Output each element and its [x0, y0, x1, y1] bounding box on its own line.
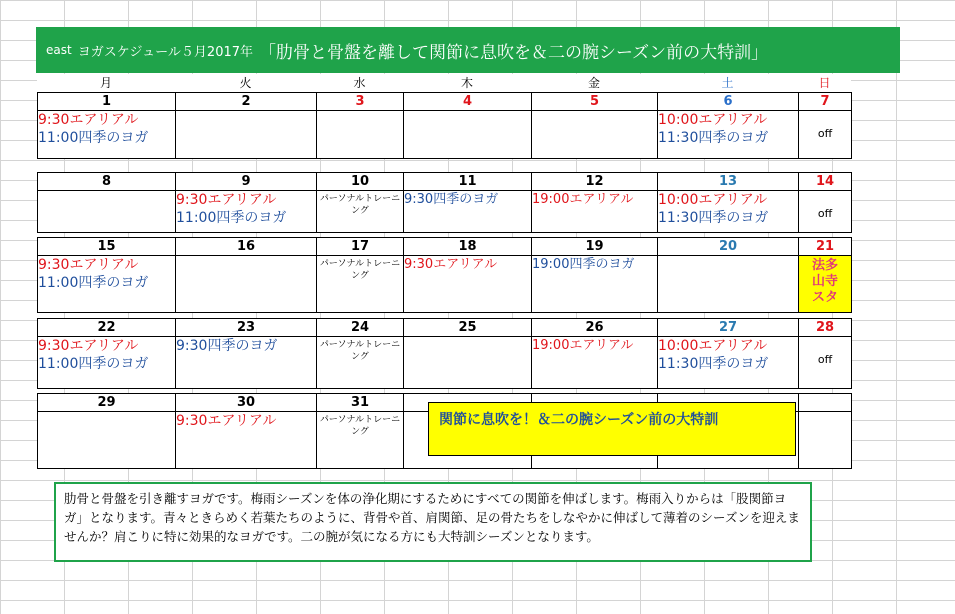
day-cell[interactable] [316, 336, 404, 389]
weekday-header-6: 日 [798, 74, 851, 92]
day-number: 4 [403, 92, 532, 111]
day-number: 17 [316, 237, 404, 256]
day-number: 9 [175, 172, 317, 191]
event-entry-yoga: 11:00四季のヨガ [38, 356, 149, 372]
special-notice-text: 関節に息吹を！＆二の腕シーズン前の大特訓 [439, 412, 719, 428]
day-cell[interactable] [798, 411, 852, 469]
day-number: 21 [798, 237, 852, 256]
day-cell[interactable] [403, 336, 532, 389]
day-number: 22 [37, 318, 176, 337]
event-entry-yoga: 11:00四季のヨガ [176, 210, 287, 226]
day-cell[interactable] [175, 110, 317, 159]
day-cell[interactable] [37, 255, 176, 313]
day-cell[interactable] [175, 411, 317, 469]
day-cell[interactable] [403, 255, 532, 313]
event-entry-aerial: 10:00エアリアル [658, 192, 768, 208]
day-number: 16 [175, 237, 317, 256]
day-cell[interactable] [37, 336, 176, 389]
event-entry-personal-training: パーソナルトレーニング [319, 194, 401, 216]
day-cell[interactable] [37, 110, 176, 159]
event-entry-aerial: 9:30エアリアル [38, 257, 139, 273]
day-off-label: off [817, 127, 833, 140]
day-off-label: off [817, 207, 833, 220]
day-cell[interactable] [657, 190, 799, 233]
day-cell[interactable] [316, 255, 404, 313]
day-number: 25 [403, 318, 532, 337]
day-cell[interactable] [403, 190, 532, 233]
day-cell[interactable] [798, 255, 852, 313]
weekday-header-5: 土 [657, 74, 798, 92]
day-cell[interactable] [175, 336, 317, 389]
event-entry-yoga: 11:30四季のヨガ [658, 130, 769, 146]
day-cell[interactable] [37, 190, 176, 233]
event-entry-aerial: 10:00エアリアル [658, 338, 768, 354]
day-cell[interactable] [798, 110, 852, 159]
title-banner [36, 27, 900, 73]
event-entry-aerial: 10:00エアリアル [658, 112, 768, 128]
day-cell[interactable] [657, 336, 799, 389]
banner-title: ヨガスケジュール５月2017年 [77, 44, 254, 60]
event-entry-aerial: 19:00エアリアル [532, 338, 634, 353]
description-text: 肋骨と骨盤を引き離すヨガです。梅雨シーズンを体の浄化期にするためにすべての関節を伸ばします。梅雨入りからは「股関節ヨガ」となります。青々ときらめく若葉たちのように、背骨や首、肩関節、足の骨たちをしなやかに伸ばして薄着のシーズンを迎えませんか？肩こりに特に効果的なヨガです。二の腕が気になる方にも大特訓シーズンとなります。 [64, 491, 800, 544]
day-number: 1 [37, 92, 176, 111]
day-cell[interactable] [531, 336, 658, 389]
day-cell[interactable] [175, 255, 317, 313]
day-number: 2 [175, 92, 317, 111]
day-number: 10 [316, 172, 404, 191]
event-entry-personal-training: パーソナルトレーニング [319, 340, 401, 362]
event-entry-yoga: 11:00四季のヨガ [38, 275, 149, 291]
day-cell[interactable] [175, 190, 317, 233]
weekday-header-1: 火 [175, 74, 316, 92]
day-number: 31 [316, 393, 404, 412]
day-cell[interactable] [531, 110, 658, 159]
day-number: 13 [657, 172, 799, 191]
event-entry-yoga: 19:00四季のヨガ [532, 257, 635, 272]
event-entry-yoga: 11:30四季のヨガ [658, 210, 769, 226]
day-cell[interactable] [657, 255, 799, 313]
day-number: 24 [316, 318, 404, 337]
day-number: 30 [175, 393, 317, 412]
day-number: 20 [657, 237, 799, 256]
event-entry-yoga: 11:00四季のヨガ [38, 130, 149, 146]
event-entry-aerial: 9:30エアリアル [176, 192, 277, 208]
event-entry-aerial: 19:00エアリアル [532, 192, 634, 207]
day-cell[interactable] [316, 411, 404, 469]
event-entry-aerial: 9:30エアリアル [38, 338, 139, 354]
day-number: 23 [175, 318, 317, 337]
description-note [54, 482, 812, 562]
day-number: 18 [403, 237, 532, 256]
day-cell[interactable] [798, 336, 852, 389]
day-cell[interactable] [531, 255, 658, 313]
banner-theme: 「肋骨と骨盤を離して関節に息吹を＆二の腕シーズン前の大特訓」 [259, 42, 769, 63]
day-cell[interactable] [37, 411, 176, 469]
event-entry-yoga: 9:30四季のヨガ [404, 192, 499, 207]
special-notice-box [428, 402, 796, 456]
day-number: 19 [531, 237, 658, 256]
event-entry-yoga: 9:30四季のヨガ [176, 338, 278, 354]
weekday-header-3: 木 [403, 74, 531, 92]
day-number: 12 [531, 172, 658, 191]
banner-prefix: east [46, 43, 72, 57]
event-entry-personal-training: パーソナルトレーニング [319, 415, 401, 437]
day-cell[interactable] [531, 190, 658, 233]
day-number: 29 [37, 393, 176, 412]
day-number: 15 [37, 237, 176, 256]
day-number [798, 393, 852, 412]
day-number: 5 [531, 92, 658, 111]
day-cell[interactable] [798, 190, 852, 233]
day-number: 3 [316, 92, 404, 111]
event-entry-aerial: 9:30エアリアル [404, 257, 498, 272]
event-entry-aerial: 9:30エアリアル [176, 413, 277, 429]
day-number: 11 [403, 172, 532, 191]
weekday-header-4: 金 [531, 74, 657, 92]
weekday-header-0: 月 [37, 74, 175, 92]
day-cell[interactable] [657, 110, 799, 159]
weekday-header-2: 水 [316, 74, 403, 92]
day-number: 27 [657, 318, 799, 337]
day-number: 6 [657, 92, 799, 111]
event-entry-aerial: 9:30エアリアル [38, 112, 139, 128]
day-number: 28 [798, 318, 852, 337]
day-cell[interactable] [403, 110, 532, 159]
day-cell[interactable] [316, 110, 404, 159]
day-number: 7 [798, 92, 852, 111]
day-number: 26 [531, 318, 658, 337]
day-number: 14 [798, 172, 852, 191]
event-entry-yoga: 11:30四季のヨガ [658, 356, 769, 372]
day-cell[interactable] [316, 190, 404, 233]
day-number: 8 [37, 172, 176, 191]
event-entry-temple: 法多山寺スタ [809, 256, 841, 312]
event-entry-personal-training: パーソナルトレーニング [319, 259, 401, 281]
day-off-label: off [817, 353, 833, 366]
